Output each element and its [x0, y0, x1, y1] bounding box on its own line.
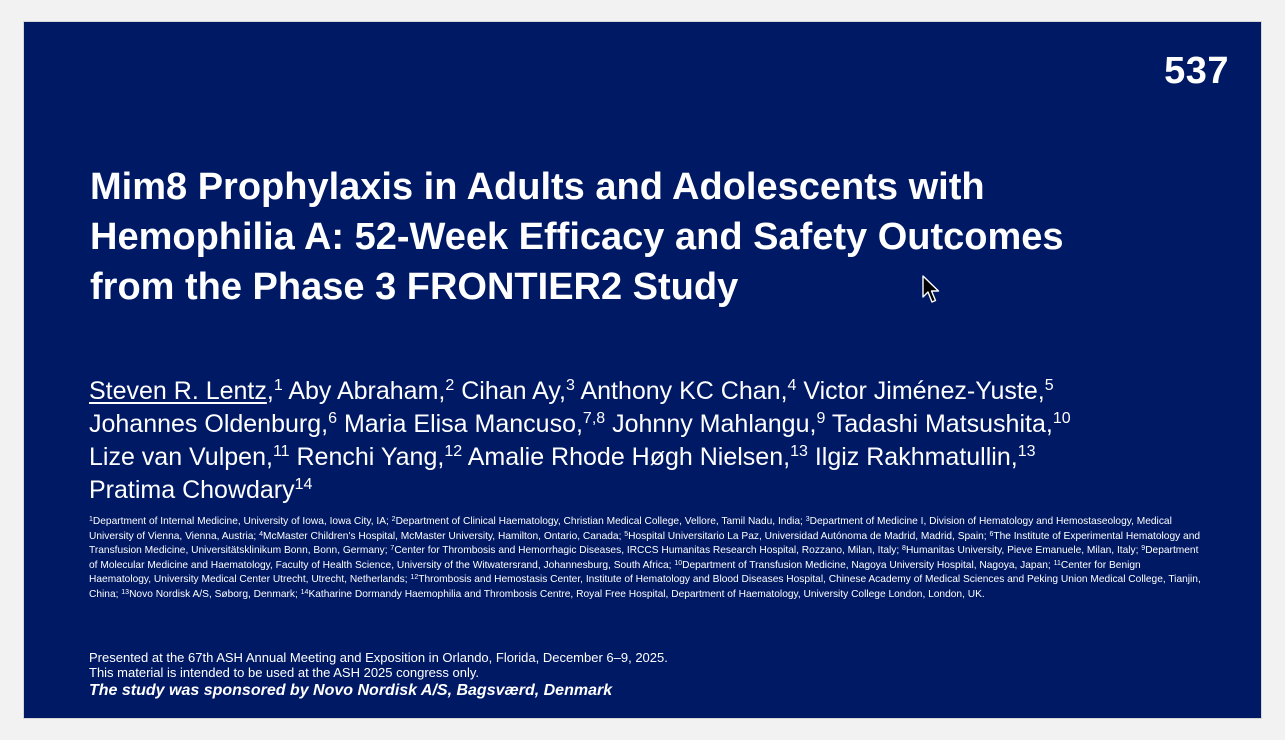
- affiliation-number: 8: [902, 545, 906, 552]
- author-affiliation-number: 1: [273, 377, 283, 394]
- affiliation-item: [390, 545, 902, 556]
- mouse-pointer-icon: [922, 275, 942, 305]
- affiliation-number: 12: [410, 574, 419, 581]
- author-name: Johnny Mahlangu: [612, 410, 810, 438]
- author: Lize van Vulpen,$^{11}$: [89, 443, 290, 471]
- author-affiliation-number: 12: [444, 443, 463, 460]
- affiliation-text: Department of Medicine I, Division of Hematology and Hemostaseology, Medical University of Vienna, Vienna, Austria;: [89, 516, 1172, 542]
- author-name: Aby Abraham: [288, 377, 439, 405]
- affiliation-text: McMaster Children's Hospital, McMaster University, Hamilton, Ontario, Canada;: [262, 530, 625, 542]
- affiliation-text: Hospital Universitario La Paz, Universidad Autónoma de Madrid, Madrid, Spain;: [628, 530, 990, 542]
- affiliation-number: 4: [259, 530, 263, 538]
- slide-title: [90, 162, 1200, 312]
- author: [89, 476, 312, 504]
- affiliation-number: 6: [989, 530, 994, 538]
- affiliation-number: 9: [1141, 545, 1146, 552]
- author: Maria Elisa Mancuso,$^{7,8}$: [343, 410, 606, 438]
- author-affiliation-number: 5: [1044, 377, 1054, 394]
- author: Johannes Oldenburg,$^6$: [89, 410, 337, 438]
- affiliation-item: [624, 531, 989, 542]
- slide-number: 537: [1164, 50, 1229, 92]
- author-affiliation-number: 14: [294, 476, 313, 493]
- affiliation-item: [259, 531, 624, 542]
- affiliation-list: [89, 515, 1204, 602]
- author-affiliation-number: 3: [565, 377, 575, 394]
- affiliation-item: [121, 589, 300, 600]
- author: Johnny Mahlangu,$^9$: [612, 410, 826, 438]
- author-name: Victor Jiménez-Yuste: [803, 377, 1038, 405]
- affiliation-number: 2: [391, 516, 396, 523]
- affiliation-text: Humanitas University, Pieve Emanuele, Milan, Italy;: [905, 545, 1142, 556]
- material-note: This material is intended to be used at the ASH 2025 congress only.: [89, 665, 479, 680]
- author-name: Amalie Rhode Høgh Nielsen: [467, 443, 784, 471]
- author-name: Pratima Chowdary: [89, 476, 295, 504]
- author: Cihan Ay,$^3$: [461, 377, 575, 405]
- author-presenter: Steven R. Lentz,$^1$: [89, 377, 283, 405]
- author-affiliation-number: 7,8: [582, 410, 606, 427]
- affiliation-item: [902, 545, 1141, 556]
- affiliation-number: 7: [390, 545, 395, 552]
- author-list: [89, 375, 1229, 507]
- presentation-note: Presented at the 67th ASH Annual Meeting and Exposition in Orlando, Florida, December 6–9, 2025.: [89, 650, 668, 665]
- affiliation-text: Center for Benign Haematology, University Medical Center Utrecht, Utrecht, Netherlands;: [89, 559, 1141, 585]
- affiliation-text: Department of Molecular Medicine and Haematology, Faculty of Health Science, University of the Witwatersrand, Johannesburg, South Africa;: [89, 545, 1199, 571]
- affiliation-text: Katharine Dormandy Haemophilia and Thrombosis Centre, Royal Free Hospital, Department of Haematology, University College London, London, UK.: [308, 588, 985, 600]
- affiliation-number: 14: [300, 588, 309, 596]
- affiliation-number: 5: [624, 530, 629, 538]
- author: Amalie Rhode Høgh Nielsen,$^{13}$: [467, 443, 808, 471]
- author-name: Cihan Ay: [461, 377, 559, 405]
- author-affiliation-number: 13: [1017, 443, 1036, 460]
- author-affiliation-number: 2: [445, 377, 455, 394]
- author: Renchi Yang,$^{12}$: [296, 443, 463, 471]
- affiliation-text: Center for Thrombosis and Hemorrhagic Diseases, IRCCS Humanitas Research Hospital, Rozzano, Milan, Italy;: [394, 545, 903, 556]
- author-name: Ilgiz Rakhmatullin: [814, 443, 1011, 471]
- author-name: Maria Elisa Mancuso: [343, 410, 576, 438]
- affiliation-item: [392, 516, 806, 527]
- author-name: Johannes Oldenburg: [89, 410, 322, 438]
- affiliation-text: Department of Clinical Haematology, Christian Medical College, Vellore, Tamil Nadu, India;: [395, 516, 806, 527]
- author-affiliation-number: 9: [816, 410, 826, 427]
- title-line: from the Phase 3 FRONTIER2 Study: [90, 266, 739, 308]
- author-name: Anthony KC Chan: [580, 377, 781, 405]
- footer: [89, 650, 989, 702]
- author: Victor Jiménez-Yuste,$^5$: [803, 377, 1054, 405]
- affiliation-text: Thrombosis and Hemostasis Center, Institute of Hematology and Blood Diseases Hospital, Chinese Academy of Medical Sciences and Peking Union Medical College, Tianjin, China;: [89, 574, 1201, 600]
- author-affiliation-number: 13: [790, 443, 808, 460]
- affiliation-text: Department of Transfusion Medicine, Nagoya University Hospital, Nagoya, Japan;: [682, 559, 1054, 571]
- sponsor-note: The study was sponsored by Novo Nordisk A/S, Bagsværd, Denmark: [89, 682, 613, 699]
- slide: [24, 22, 1261, 718]
- author-name: Lize van Vulpen: [89, 443, 266, 471]
- author: Anthony KC Chan,$^4$: [580, 377, 797, 405]
- affiliation-number: 13: [121, 588, 130, 596]
- affiliation-text: Novo Nordisk A/S, Søborg, Denmark;: [129, 588, 301, 600]
- author: Aby Abraham,$^2$: [288, 377, 455, 405]
- affiliation-item: [301, 589, 985, 600]
- affiliation-number: 1: [89, 516, 93, 523]
- author: Ilgiz Rakhmatullin,$^{13}$: [814, 443, 1036, 471]
- affiliation-number: 11: [1053, 559, 1061, 567]
- affiliation-text: Department of Internal Medicine, University of Iowa, Iowa City, IA;: [92, 516, 392, 527]
- author-affiliation-number: 4: [787, 377, 797, 394]
- author: Tadashi Matsushita,$^{10}$: [831, 410, 1071, 438]
- author-affiliation-number: 11: [272, 443, 290, 460]
- author-name: Tadashi Matsushita: [831, 410, 1046, 438]
- author-name: Steven R. Lentz: [89, 377, 267, 405]
- title-line: Hemophilia A: 52-Week Efficacy and Safety Outcomes: [90, 216, 1064, 258]
- author-affiliation-number: 6: [328, 410, 337, 427]
- author-name: Renchi Yang: [296, 443, 438, 471]
- affiliation-number: 10: [674, 559, 683, 567]
- title-line: Mim8 Prophylaxis in Adults and Adolescents with: [90, 166, 985, 208]
- affiliation-item: [89, 516, 392, 527]
- affiliation-text: The Institute of Experimental Hematology and Transfusion Medicine, Universitätsklinikum Bonn, Bonn, Germany;: [89, 530, 1201, 556]
- affiliation-item: [674, 560, 1053, 571]
- author-affiliation-number: 10: [1052, 410, 1071, 427]
- affiliation-number: 3: [805, 516, 810, 523]
